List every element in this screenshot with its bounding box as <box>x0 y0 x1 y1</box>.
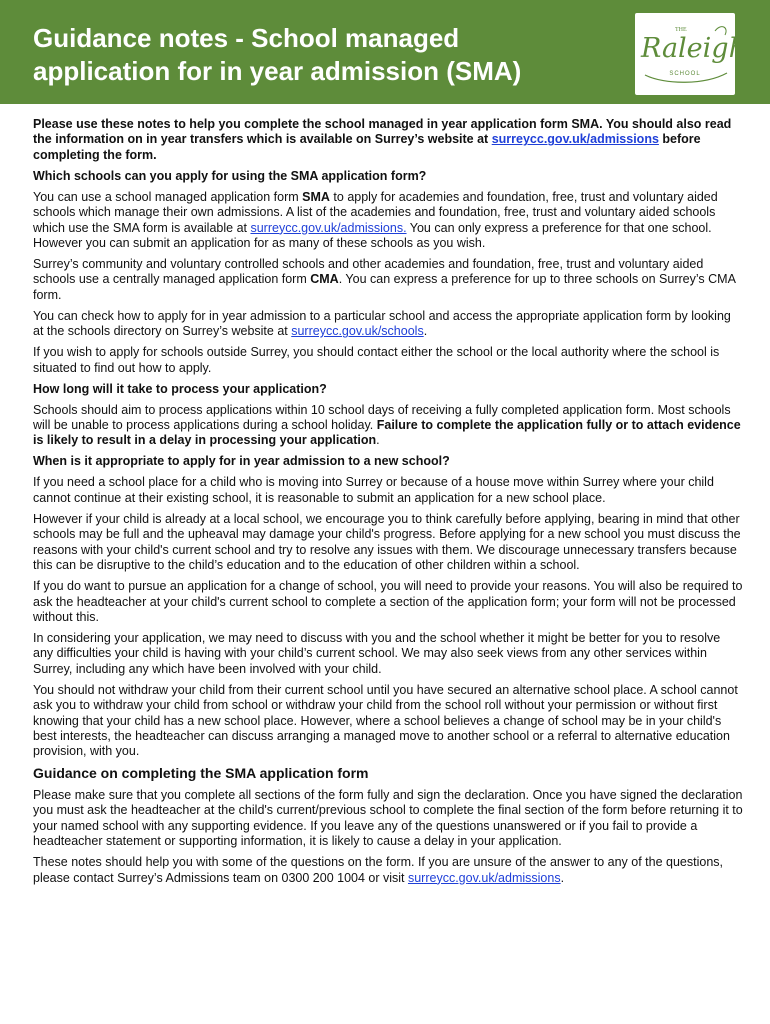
bold-text: Failure to complete the application fully or to attach evidence is likely to result in a delay in processing your application <box>33 418 741 448</box>
paragraph: However if your child is already at a local school, we encourage you to think carefully before applying, bearing in mind that other schools may be full and the upheaval may damage your child's progress. Before applying for a new school you must discuss the reasons with your child's current school and try to resolve any issues with them. We discourage unnecessary transfers because this can be disruptive to the child’s education and to the education of other children within a school. <box>33 511 741 573</box>
text: You can check how to apply for in year admission to a particular school and access the appropriate application form by looking at the schools directory on Surrey’s website at <box>33 308 731 339</box>
title-line-1: Guidance notes - School managed <box>33 23 460 53</box>
text: Schools should aim to process applications within 10 school days of receiving a fully completed application form. Most schools will be unable to process applications during a school holiday. <box>33 402 731 433</box>
intro-paragraph <box>33 117 743 163</box>
paragraph: If you do want to pursue an application for a change of school, you will need to provide your reasons. You will also be required to ask the headteacher at your child's current school to complete a section of the application form; your form will not be processed without this. <box>33 579 743 624</box>
section-heading-processing-time: How long will it take to process your application? <box>33 381 327 396</box>
paragraph <box>33 309 743 340</box>
bold-text: CMA <box>310 272 339 287</box>
section-heading-guidance: Guidance on completing the SMA application form <box>33 765 369 782</box>
page-title <box>33 22 521 88</box>
text: . <box>560 870 565 885</box>
text: These notes should help you with some of the questions on the form. If you are unsure of the answer to any of the questions, please contact Surrey’s Admissions team on 0300 200 1004 or visit <box>33 855 723 885</box>
text: . You can express a preference for up to three schools on Surrey’s CMA form. <box>33 272 736 302</box>
logo-the: THE <box>675 27 687 33</box>
text: Surrey’s community and voluntary controlled schools and other academies and foundation, free, trust and voluntary aided schools use a centrally managed application form <box>33 257 704 287</box>
section-heading-when-appropriate: When is it appropriate to apply for in year admission to a new school? <box>33 454 450 469</box>
title-line-2: application for in year admission (SMA) <box>33 56 522 86</box>
school-logo <box>635 13 746 95</box>
schools-directory-link[interactable]: surreycc.gov.uk/schools <box>291 324 424 339</box>
paragraph <box>33 190 743 252</box>
paragraph: You should not withdraw your child from their current school until you have secured an alternative school place. A school cannot ask you to withdraw your child from school or withdraw your child from the school roll without your permission or without first knowing that your child has a new school place. However, where a school believes a change of school may be in your child's best interests, the headteacher can discuss arranging a managed move to another school or a referral to alternative education provision, with you. <box>33 682 738 759</box>
logo-name: Raleigh <box>641 33 746 64</box>
header-banner <box>0 0 770 104</box>
paragraph <box>33 257 743 303</box>
section-heading-which-schools: Which schools can you apply for using the SMA application form? <box>33 168 427 183</box>
paragraph: Please make sure that you complete all sections of the form fully and sign the declaration. Once you have signed the declaration you must ask the headteacher at the child's current/previous school to complete the final section of the form before returning it to your named school with any supporting evidence. If you leave any of the questions unanswered or if you fail to provide a headteacher statement or supporting information, it is likely to cause a delay in your application. <box>33 787 743 849</box>
admissions-contact-link[interactable]: surreycc.gov.uk/admissions <box>407 870 561 885</box>
intro-text: Please use these notes to help you complete the school managed in year application form SMA. You should also read the information on in year transfers which is available on Surrey’s website at <box>33 117 732 147</box>
paragraph <box>33 855 743 886</box>
text: to apply for academies and foundation, free, trust and voluntary aided schools which manage their own admissions. A list of the academies and foundation, free, trust and voluntary aided schools which use the SMA form is available at <box>33 189 718 235</box>
intro-text-end: before completing the form. <box>33 132 701 162</box>
paragraph: If you wish to apply for schools outside Surrey, you should contact either the school or the local authority where the school is situated to find out how to apply. <box>33 345 720 375</box>
paragraph: In considering your application, we may need to discuss with you and the school whether it might be better for you to resolve any difficulties your child is having with your child’s current school. We may also seek views from any other services within Surrey, including any which have been involved with your child. <box>33 630 721 676</box>
paragraph <box>33 403 743 449</box>
text: . <box>423 324 428 339</box>
logo-school: SCHOOL <box>669 71 701 77</box>
admissions-link[interactable]: surreycc.gov.uk/admissions <box>491 132 659 147</box>
document-body <box>33 117 743 892</box>
text: You can only express a preference for that one school. However you can submit an application for as many of these schools as you wish. <box>33 220 712 251</box>
text: You can use a school managed application form <box>33 189 303 204</box>
text: . <box>376 433 380 448</box>
bold-text: SMA <box>302 189 330 204</box>
paragraph: If you need a school place for a child who is moving into Surrey or because of a house move within Surrey where your child cannot continue at their existing school, it is reasonable to submit an application for a new school place. <box>33 475 714 505</box>
sma-list-link[interactable]: surreycc.gov.uk/admissions. <box>250 220 407 235</box>
